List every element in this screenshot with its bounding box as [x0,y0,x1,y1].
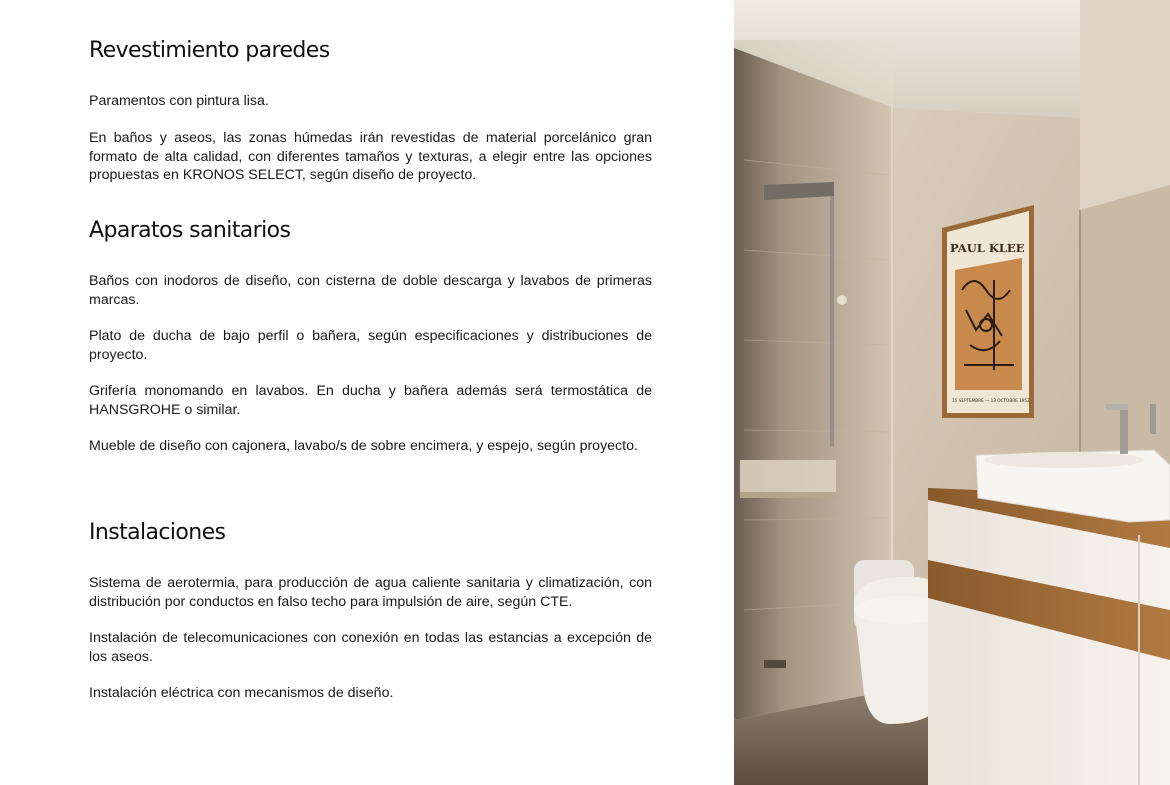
paragraph: En baños y aseos, las zonas húmedas irán revestidas de material porcelánico gran formato de alta calidad, con diferentes tamaños y texturas, a elegir entre las opciones propuestas en KRONOS SELECT, según diseño de proyecto. [89,130,652,184]
paragraph: Paramentos con pintura lisa. [89,93,269,109]
section-heading-revestimiento: Revestimiento paredes [89,38,330,63]
paragraph: Grifería monomando en lavabos. En ducha y bañera además será termostática de HANSGROHE o similar. [89,383,652,418]
poster-title: PAUL KLEE [950,241,1025,255]
paragraph: Plato de ducha de bajo perfil o bañera, según especificaciones y distribuciones de proyecto. [89,328,652,363]
section-heading-aparatos: Aparatos sanitarios [89,218,291,243]
section-heading-instalaciones: Instalaciones [89,520,226,545]
paragraph: Sistema de aerotermia, para producción de agua caliente sanitaria y climatización, con distribución por conductos en falso techo para impulsión de aire, según CTE. [89,575,652,610]
paragraph: Mueble de diseño con cajonera, lavabo/s de sobre encimera, y espejo, según proyecto. [89,438,638,454]
paragraph: Baños con inodoros de diseño, con cisterna de doble descarga y lavabos de primeras marcas. [89,273,652,308]
paragraph: Instalación eléctrica con mecanismos de diseño. [89,685,394,701]
paragraph: Instalación de telecomunicaciones con conexión en todas las estancias a excepción de los aseos. [89,630,652,665]
poster-caption: 15 SEPTEMBRE — 13 OCTOBRE 1952 [952,398,1030,403]
bathroom-photo [734,0,1170,785]
poster-art [942,205,1034,418]
